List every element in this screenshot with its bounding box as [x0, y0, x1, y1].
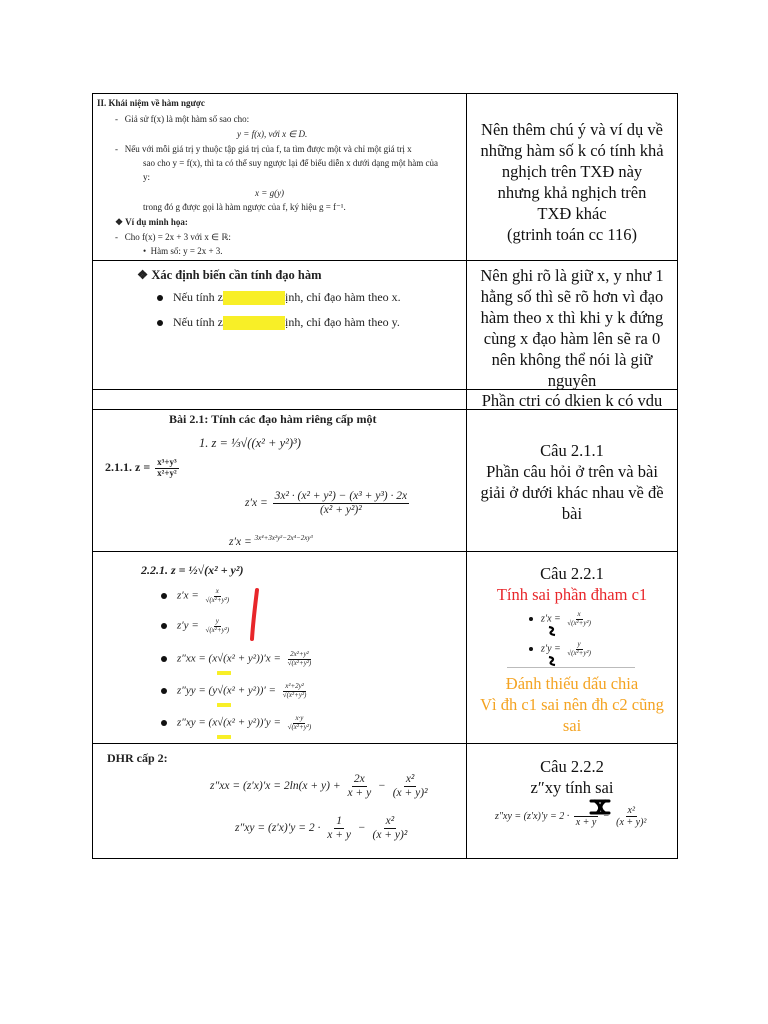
table-border-top: [92, 93, 678, 94]
handwritten-mark: [547, 655, 557, 667]
comment-title: Câu 2.2.1: [540, 564, 604, 583]
comment-line: z″xy tính sai: [530, 778, 614, 797]
bullet-icon: [529, 617, 533, 621]
comment-line: bài: [561, 504, 583, 523]
inverse-function-heading: II. Khái niệm về hàm ngược: [97, 98, 205, 108]
row2-comment-cell: [467, 265, 677, 391]
example-line-2: • Hàm số: y = 2x + 3.: [143, 246, 223, 256]
row4-comment-cell: [467, 440, 677, 524]
comment-line: TXĐ khác: [537, 204, 607, 223]
comment-title: Câu 2.1.1: [540, 441, 604, 460]
comment-line: Nên ghi rõ là giữ x, y như 1: [480, 266, 664, 285]
red-marker-stroke: [247, 587, 263, 643]
table-border-left: [92, 93, 93, 859]
fraction: $\frac{2x}{x + y}$: [347, 773, 372, 799]
fraction: $\frac{x\cdot y}{\text{√(x²+y²)}}$: [287, 714, 312, 731]
variable-heading: ❖ Xác định biến cần tính đạo hàm: [137, 268, 322, 282]
bullet-icon: [161, 593, 167, 599]
derivative-zx: z′x = $\frac{\text{3x² · (x² + y²) − (x³ + y³) · 2x}}{\text{(x² + y²)²}}$: [245, 490, 408, 516]
bullet-icon: [157, 295, 163, 301]
definition-line-5: trong đó g được gọi là hàm ngược của f, ký hiệu g = f⁻¹.: [143, 202, 346, 212]
definition-line-4: y:: [143, 172, 151, 182]
yellow-underline-mark: [217, 670, 231, 676]
bullet-y: Nếu tính z ịnh, chỉ đạo hàm theo y.: [157, 315, 400, 330]
exercise-item-1: 1. z = ⅓√((x² + y²)³): [199, 436, 301, 450]
fraction: $\frac{\text{x²+2y²}}{\text{√(x²+y²)}}$: [282, 682, 307, 699]
comment-line: những hàm số k có tính khả: [480, 141, 664, 160]
bullet-icon: [161, 656, 167, 662]
fraction: $\frac{\text{x³+y³}}{\text{x²+y²}}$: [157, 457, 177, 478]
comment-line: cùng x đạo hàm lên sẽ ra 0: [483, 329, 661, 348]
comment-orange-1: Đánh thiếu dấu chia: [505, 674, 639, 693]
snippet-zy: z′y = $\frac{y}{\text{√(x²+y²)}}$: [529, 641, 595, 657]
yellow-underline-mark: [217, 702, 231, 708]
second-order-eq-xx: z″xx = (z′x)′x = 2ln(x + y) + $\frac{2x}{x + y}$ − $\frac{\text{x²}}{\text{(x + y)²}}$: [210, 773, 428, 799]
fraction: $\frac{x}{\text{√(x²+y²)}}$: [205, 587, 230, 604]
row-divider-4: [92, 551, 678, 552]
second-derivative-yy: z″yy = (y√(x² + y²))′ = $\frac{\text{x²+2y²}}{\text{√(x²+y²)}}$: [161, 683, 310, 699]
comment-error-red: Tính sai phần đham c1: [496, 585, 648, 604]
exercise-heading: Bài 2.1: Tính các đạo hàm riêng cấp một: [169, 412, 377, 426]
bullet-icon: [161, 688, 167, 694]
example-line-1: - Cho f(x) = 2x + 3 với x ∈ ℝ:: [115, 232, 231, 242]
comment-line: nhưng khả nghịch trên: [497, 183, 647, 202]
comment-line: nên không thể nói là giữ: [491, 350, 653, 369]
snippet-zxy: z″xy = (z′x)′y = 2 · x + y − $\frac{\text{x²}}{\text{(x + y)²}}$: [495, 805, 647, 828]
comment-line: hàm theo x thì khi y k đứng: [480, 308, 664, 327]
definition-line-2: - Nếu với mỗi giá trị y thuộc tập giá trị của f, ta tìm được một và chỉ một giá trị x: [115, 144, 412, 154]
definition-line-1: - Giả sử f(x) là một hàm số sao cho:: [115, 114, 250, 124]
fraction: $\frac{\text{3x² · (x² + y²) − (x³ + y³) · 2x}}{\text{(x² + y²)²}}$: [274, 490, 408, 516]
comment-line: Phần câu hỏi ở trên và bài: [486, 462, 658, 481]
fraction: $\frac{\text{x²}}{\text{(x + y)²}}$: [616, 805, 647, 828]
comment-line: nghịch trên TXĐ này: [501, 162, 643, 181]
comment-line: hằng số thì sẽ rõ hơn vì đạo: [480, 287, 664, 306]
first-derivative-x: z′x = $\frac{x}{\text{√(x²+y²)}}$: [161, 588, 233, 604]
bullet-icon: [157, 320, 163, 326]
second-derivative-xy: z″xy = (x√(x² + y²))′y = $\frac{x\cdot y}{\text{√(x²+y²)}}$: [161, 715, 315, 731]
problem-2-2-1: 2.2.1. z = ½√(x² + y²): [141, 563, 244, 577]
second-order-heading: DHR cấp 2:: [107, 751, 168, 765]
row3-comment-cell: Phần ctri có dkien k có vdu: [481, 391, 663, 410]
row4-left-cell: [95, 410, 463, 550]
fraction: $\frac{\text{2x²+y²}}{\text{√(x²+y²)}}$: [287, 650, 312, 667]
handwritten-mark: [547, 625, 557, 637]
definition-equation-2: x = g(y): [255, 188, 285, 198]
row-divider-5: [92, 743, 678, 744]
comment-line: nguyên: [547, 371, 597, 390]
row6-left-cell: [95, 745, 463, 857]
comment-line: (gtrinh toán cc 116): [507, 225, 637, 244]
fraction: $\frac{y}{\text{√(x²+y²)}}$: [205, 617, 230, 634]
row1-comment-cell: [467, 119, 677, 245]
comment-orange-2: Vì đh c1 sai nên đh c2 cũng: [480, 695, 664, 714]
yellow-highlight: [223, 316, 285, 330]
definition-line-3: sao cho y = f(x), thì ta có thể suy ngược lại để biểu diễn x dưới dạng một hàm của: [143, 158, 439, 168]
row-divider-1: [92, 260, 678, 261]
fraction: $\frac{\text{x²}}{\text{(x + y)²}}$: [392, 773, 428, 799]
yellow-underline-mark: [217, 734, 231, 740]
table-border-bottom: [92, 858, 678, 859]
bullet-icon: [161, 623, 167, 629]
handwritten-cross-mark: [587, 798, 613, 816]
derivative-zx-expanded: z′x = $^{3x^4+3x^2y^2-2x^4-2xy^3}$: [229, 534, 313, 548]
first-derivative-y: z′y = $\frac{y}{\text{√(x²+y²)}}$: [161, 618, 233, 634]
comment-line: Nên thêm chú ý và ví dụ về: [481, 120, 663, 139]
row2-left-cell: [95, 262, 463, 386]
bullet-icon: [529, 647, 533, 651]
bullet-x: Nếu tính z ịnh, chỉ đạo hàm theo x.: [157, 290, 401, 305]
row5-left-cell: [95, 553, 463, 742]
snippet-zx: z′x = $\frac{x}{\text{√(x²+y²)}}$: [529, 611, 595, 627]
fraction: $\frac{1}{x + y}$: [327, 815, 351, 841]
second-order-eq-xy: z″xy = (z′x)′y = 2 · $\frac{1}{x + y}$ − $\frac{\text{x²}}{\text{(x + y)²}}$: [235, 815, 408, 841]
comment-line: giải ở dưới khác nhau về đề: [480, 483, 664, 502]
fraction: $\frac{x}{\text{√(x²+y²)}}$: [567, 610, 591, 627]
yellow-highlight: [223, 291, 285, 305]
fraction: x + y: [574, 805, 599, 828]
comment-orange-3: sai: [562, 716, 582, 735]
example-heading: ❖ Ví dụ minh họa:: [115, 217, 188, 227]
fraction: $\frac{y}{\text{√(x²+y²)}}$: [567, 640, 591, 657]
bullet-icon: [161, 720, 167, 726]
fraction: $\frac{\text{x²}}{\text{(x + y)²}}$: [372, 815, 408, 841]
snippet-divider: [507, 667, 635, 668]
row6-comment-cell: [467, 745, 677, 857]
row5-comment-cell: [467, 553, 677, 742]
comment-title: Câu 2.2.2: [540, 757, 604, 776]
second-derivative-xx: z″xx = (x√(x² + y²))′x = $\frac{\text{2x²+y²}}{\text{√(x²+y²)}}$: [161, 651, 315, 667]
definition-equation-1: y = f(x), với x ∈ D.: [237, 129, 308, 139]
row1-left-cell: [95, 95, 463, 259]
problem-2-1-1: 2.1.1. z = $\frac{\text{x³+y³}}{\text{x²+y²}}$: [105, 457, 177, 478]
table-border-right: [677, 93, 678, 859]
